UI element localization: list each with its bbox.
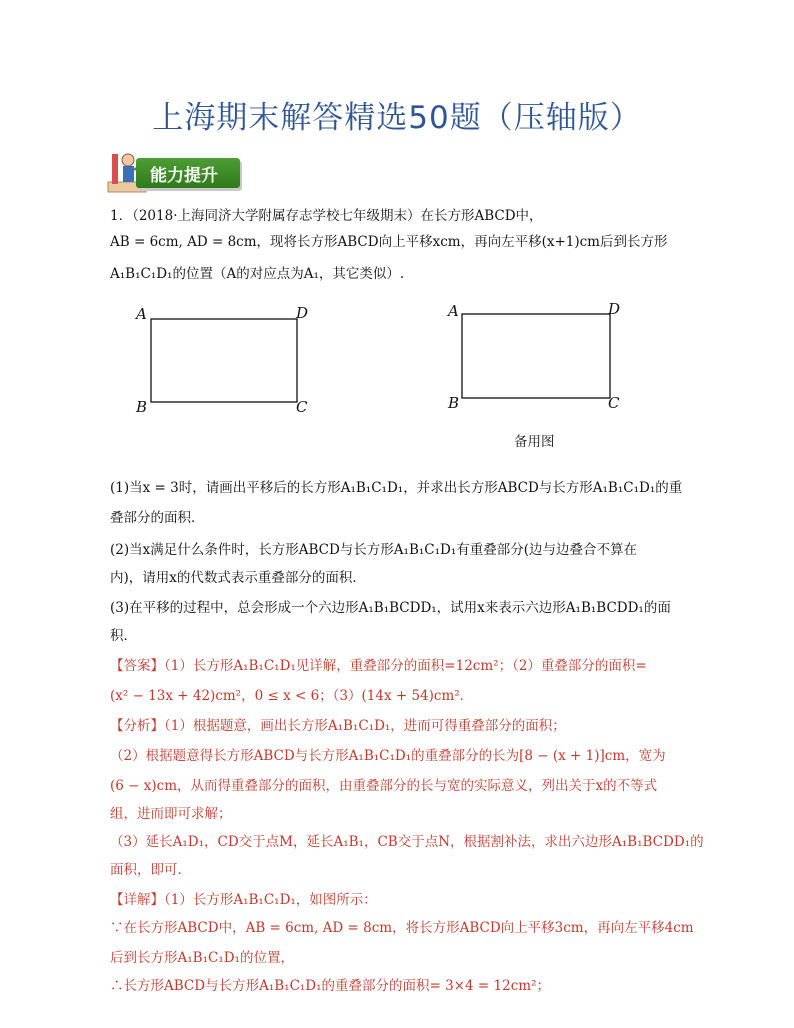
page-title: 上海期末解答精选50题（压轴版） [152, 100, 642, 136]
analysis-label: 【分析】 [110, 718, 164, 734]
analysis-text: （1）根据题意，画出长方形A₁B₁C₁D₁，进而可得重叠部分的面积； [164, 718, 566, 734]
detail-label: 【详解】 [110, 892, 164, 908]
answer-line: (x² − 13x + 42)cm²，0 ≤ x < 6；（3）(14x + 54)cm²． [110, 688, 474, 704]
answer-text: （1）长方形A₁B₁C₁D₁见详解，重叠部分的面积=12cm²；（2）重叠部分的面积= [164, 658, 647, 674]
detail-text: （1）长方形A₁B₁C₁D₁，如图所示： [164, 892, 377, 908]
vertex-label: C [608, 394, 620, 412]
answer-line [110, 656, 647, 676]
question-line: (1)当x = 3时，请画出平移后的长方形A₁B₁C₁D₁，并求出长方形ABCD与长方形A₁B₁C₁D₁的重 [110, 480, 683, 496]
vertex-label: D [608, 300, 621, 318]
question-line: (2)当x满足什么条件时，长方形ABCD与长方形A₁B₁C₁D₁有重叠部分(边与边叠合不算在 [110, 542, 638, 558]
question-line: (3)在平移的过程中，总会形成一个六边形A₁B₁BCDD₁，试用x来表示六边形A₁B₁BCDD₁的面 [110, 600, 671, 616]
vertex-label: B [448, 394, 460, 412]
vertex-label: C [296, 398, 308, 416]
analysis-line: （3）延长A₁D₁，CD交于点M，延长A₁B₁，CB交于点N，根据割补法，求出六边形A₁B₁BCDD₁的 [110, 834, 704, 850]
question-line: 叠部分的面积． [110, 510, 205, 526]
question-line: 积． [110, 628, 137, 644]
analysis-line [110, 716, 566, 736]
rectangle-diagram-left [130, 300, 330, 424]
analysis-line: (6 − x)cm，从而得重叠部分的面积，由重叠部分的长与宽的实际意义，列出关于x的不等式 [110, 778, 658, 794]
analysis-line: 面积，即可． [110, 862, 191, 878]
question-line: 内)，请用x的代数式表示重叠部分的面积． [110, 570, 366, 586]
rectangle-diagram-right [442, 298, 642, 422]
diagram-caption: 备用图 [514, 434, 555, 450]
detail-line: ∵在长方形ABCD中，AB = 6cm, AD = 8cm，将长方形ABCD向上平移3cm，再向左平移4cm [110, 920, 694, 936]
problem-line: A₁B₁C₁D₁的位置（A的对应点为A₁，其它类似）. [110, 266, 405, 282]
ability-badge [104, 148, 244, 200]
problem-line: 1．（2018·上海同济大学附属存志学校七年级期末）在长方形ABCD中， [110, 208, 543, 224]
detail-line [110, 890, 377, 910]
vertex-label: D [296, 304, 309, 322]
badge-box [136, 158, 240, 188]
answer-label: 【答案】 [110, 658, 164, 674]
detail-line: ∴长方形ABCD与长方形A₁B₁C₁D₁的重叠部分的面积= 3×4 = 12cm²； [110, 978, 550, 994]
vertex-label: A [136, 305, 147, 323]
analysis-line: （2）根据题意得长方形ABCD与长方形A₁B₁C₁D₁的重叠部分的长为[8 − (x + 1)]cm，宽为 [110, 748, 666, 764]
detail-line: 后到长方形A₁B₁C₁D₁的位置， [110, 950, 294, 966]
analysis-line: 组，进而即可求解； [110, 806, 232, 822]
vertex-label: A [448, 302, 459, 320]
problem-line: AB = 6cm, AD = 8cm，现将长方形ABCD向上平移xcm，再向左平移(x+1)cm后到长方形 [110, 234, 668, 250]
vertex-label: B [136, 398, 148, 416]
badge-label: 能力提升 [150, 166, 218, 186]
